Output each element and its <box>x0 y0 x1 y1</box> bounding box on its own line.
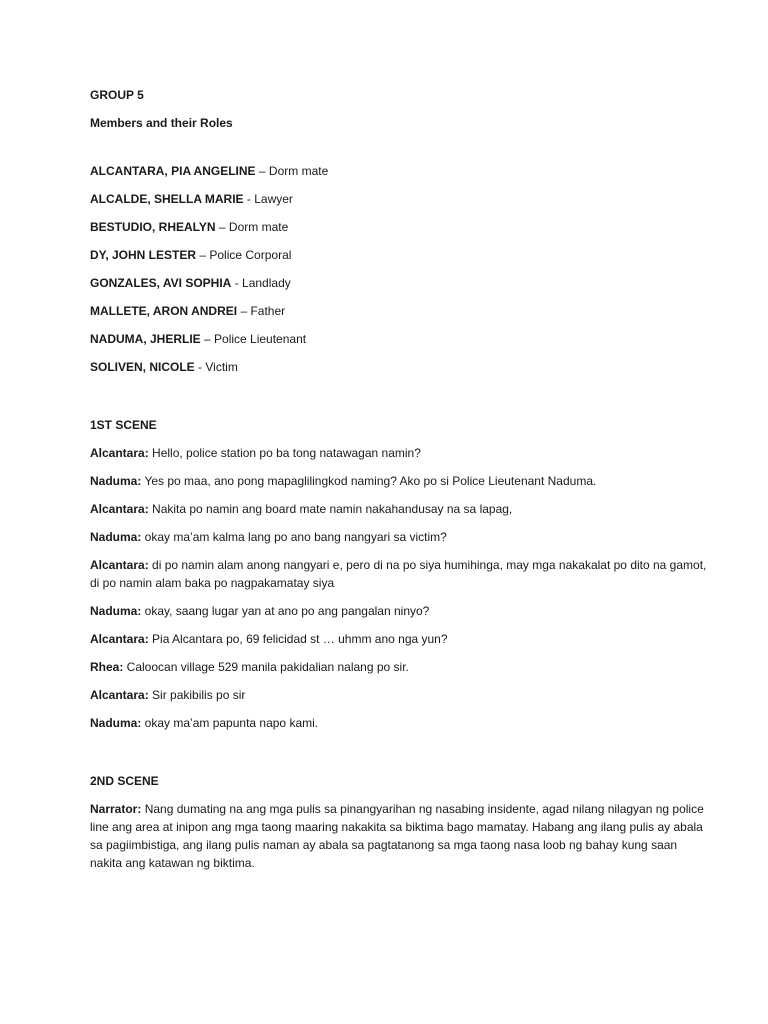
dialogue-line: Alcantara: Nakita po namin ang board mate namin nakahandusay na sa lapag, <box>90 502 513 516</box>
member-role: Lawyer <box>254 192 293 206</box>
dialogue-line: Alcantara: Pia Alcantara po, 69 felicidad st … uhmm ano nga yun? <box>90 632 448 646</box>
speaker: Alcantara: <box>90 688 149 702</box>
dialogue-line: Naduma: okay ma’am kalma lang po ano bang nangyari sa victim? <box>90 530 447 544</box>
member-role: Police Lieutenant <box>214 332 307 346</box>
member-role: Dorm mate <box>268 164 329 178</box>
member-name: SOLIVEN, NICOLE <box>90 360 195 374</box>
dialogue-line: Rhea: Caloocan village 529 manila pakidalian nalang po sir. <box>90 660 409 674</box>
members-list <box>90 162 710 376</box>
member-role: Father <box>250 304 286 318</box>
dialogue-line: Naduma: okay, saang lugar yan at ano po ang pangalan ninyo? <box>90 604 430 618</box>
document-page <box>90 86 710 872</box>
speaker: Alcantara: <box>90 558 149 572</box>
speaker: Alcantara: <box>90 446 149 460</box>
member-name: DY, JOHN LESTER <box>90 248 197 262</box>
member-row: ALCANTARA, PIA ANGELINE – Dorm mate <box>90 164 329 178</box>
speaker: Naduma: <box>90 716 142 730</box>
member-name: MALLETE, ARON ANDREI <box>90 304 238 318</box>
scene1-heading: 1ST SCENE <box>90 418 157 432</box>
dialogue-line: Naduma: Yes po maa, ano pong mapaglilingkod naming? Ako po si Police Lieutenant Naduma. <box>90 474 597 488</box>
member-name: GONZALES, AVI SOPHIA <box>90 276 232 290</box>
member-name: ALCANTARA, PIA ANGELINE <box>90 164 256 178</box>
dialogue-line: Alcantara: di po namin alam anong nangyari e, pero di na po siya humihinga, may mga nakakalat po dito na gamot, di po namin alam baka po nagpakamatay siya <box>90 558 707 590</box>
scene2-heading: 2ND SCENE <box>90 774 159 788</box>
member-name: BESTUDIO, RHEALYN <box>90 220 216 234</box>
dialogue-line: Naduma: okay ma’am papunta napo kami. <box>90 716 319 730</box>
member-role: Police Corporal <box>209 248 292 262</box>
group-title: GROUP 5 <box>90 88 144 102</box>
speaker: Narrator: <box>90 802 142 816</box>
dialogue-line: Alcantara: Sir pakibilis po sir <box>90 688 246 702</box>
dialogue-line: Alcantara: Hello, police station po ba tong natawagan namin? <box>90 446 421 460</box>
member-role: Landlady <box>242 276 291 290</box>
member-row: ALCALDE, SHELLA MARIE - Lawyer <box>90 192 293 206</box>
member-row: DY, JOHN LESTER – Police Corporal <box>90 248 292 262</box>
scene1-dialogue <box>90 444 710 732</box>
members-heading: Members and their Roles <box>90 116 233 130</box>
speaker: Naduma: <box>90 530 142 544</box>
member-row: SOLIVEN, NICOLE - Victim <box>90 360 238 374</box>
speaker: Rhea: <box>90 660 124 674</box>
member-row: NADUMA, JHERLIE – Police Lieutenant <box>90 332 307 346</box>
member-role: Victim <box>205 360 238 374</box>
member-name: NADUMA, JHERLIE <box>90 332 201 346</box>
speaker: Alcantara: <box>90 502 149 516</box>
narration-paragraph: Narrator: Nang dumating na ang mga pulis sa pinangyarihan ng nasabing insidente, agad nilang nilagyan ng police line ang area at inipon ang mga taong maaring nakakita sa biktima bago mamatay. Habang ang ilang pulis ay abala sa pagiimbistiga, ang ilang pulis naman ay abala sa pagtatanong sa mga taong nasa loob ng bahay kung saan nakita ang katawan ng biktima. <box>90 802 704 870</box>
member-row: MALLETE, ARON ANDREI – Father <box>90 304 286 318</box>
member-name: ALCALDE, SHELLA MARIE <box>90 192 244 206</box>
speaker: Alcantara: <box>90 632 149 646</box>
member-role: Dorm mate <box>228 220 289 234</box>
speaker: Naduma: <box>90 604 142 618</box>
speaker: Naduma: <box>90 474 142 488</box>
member-row: BESTUDIO, RHEALYN – Dorm mate <box>90 220 289 234</box>
member-row: GONZALES, AVI SOPHIA - Landlady <box>90 276 291 290</box>
